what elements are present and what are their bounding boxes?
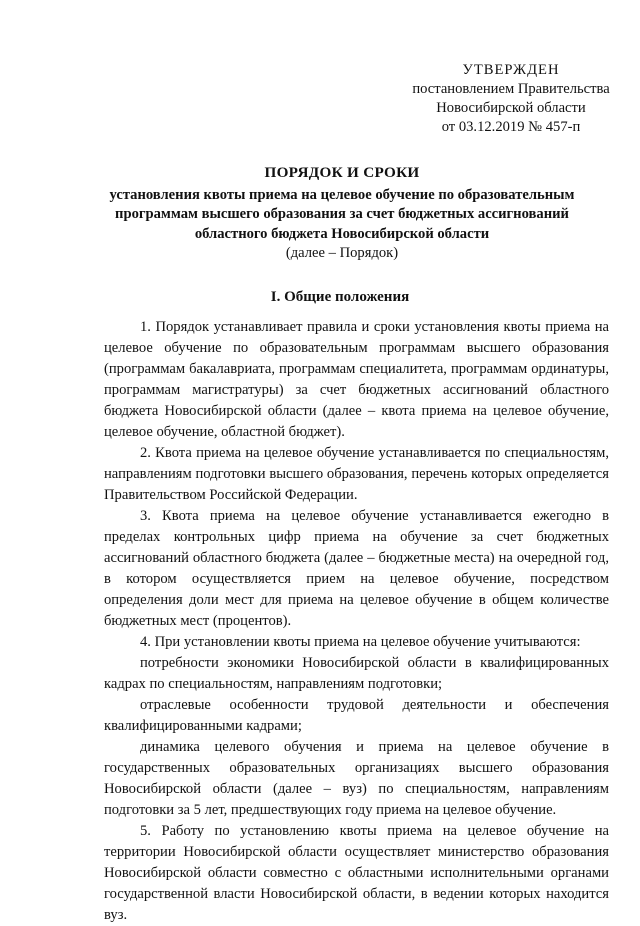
paragraph-4: 4. При установлении квоты приема на целевое обучение учитываются: [140,634,581,650]
document-title: ПОРЯДОК И СРОКИ [264,164,420,181]
paragraph-4-item-3: динамика целевого обучения и приема на целевое обучение в государственных образовательных организациях высшего образования Новосибирской области (далее – вуз) по специальностям, направлениям подготовки за 5 лет, предшествующих году приема на целевое обучение. [104,739,609,818]
document-subtitle: установления квоты приема на целевое обучение по образовательным программам высшего образования за счет бюджетных ассигнований областного бюджета Новосибирской области [109,186,575,242]
approval-title: УТВЕРЖДЕН [462,62,560,78]
document-abbreviation-note: (далее – Порядок) [285,245,399,261]
paragraph-1: 1. Порядок устанавливает правила и сроки установления квоты приема на целевое обучение по образовательным программам высшего образования (программам бакалавриата, программам специалитета, программам ординатуры, программам магистратуры) за счет бюджетных ассигнований областного бюджета Новосибирской области (далее – квота приема на целевое обучение, целевое обучение, областной бюджет). [104,319,609,440]
document-body [104,317,609,926]
paragraph-4-item-1: потребности экономики Новосибирской области в квалифицированных кадрах по специальностям, направлениям подготовки; [104,655,609,692]
paragraph-4-item-2: отраслевые особенности трудовой деятельности и обеспечения квалифицированными кадрами; [104,697,609,734]
document-heading [92,163,592,264]
approval-line-2: Новосибирской области [436,100,586,116]
paragraph-3: 3. Квота приема на целевое обучение устанавливается ежегодно в пределах контрольных цифр приема на обучение за счет бюджетных ассигнований областного бюджета (далее – бюджетные места) на очередной год, в котором осуществляется прием на целевое обучение, посредством определения доли мест для приема на целевое обучение в общем количестве бюджетных мест (процентов). [104,508,609,629]
approval-line-3: от 03.12.2019 № 457-п [441,119,581,135]
approval-line-1: постановлением Правительства [412,81,610,97]
approval-stamp [396,61,626,137]
section-title: I. Общие положения [270,289,410,305]
paragraph-5: 5. Работу по установлению квоты приема на целевое обучение на территории Новосибирской области осуществляет министерство образования Новосибирской области совместно с областными исполнительными органами государственной власти Новосибирской области, в ведении которых находится вуз. [104,823,609,923]
paragraph-2: 2. Квота приема на целевое обучение устанавливается по специальностям, направлениям подготовки высшего образования, перечень которых определяется Правительством Российской Федерации. [104,445,609,503]
